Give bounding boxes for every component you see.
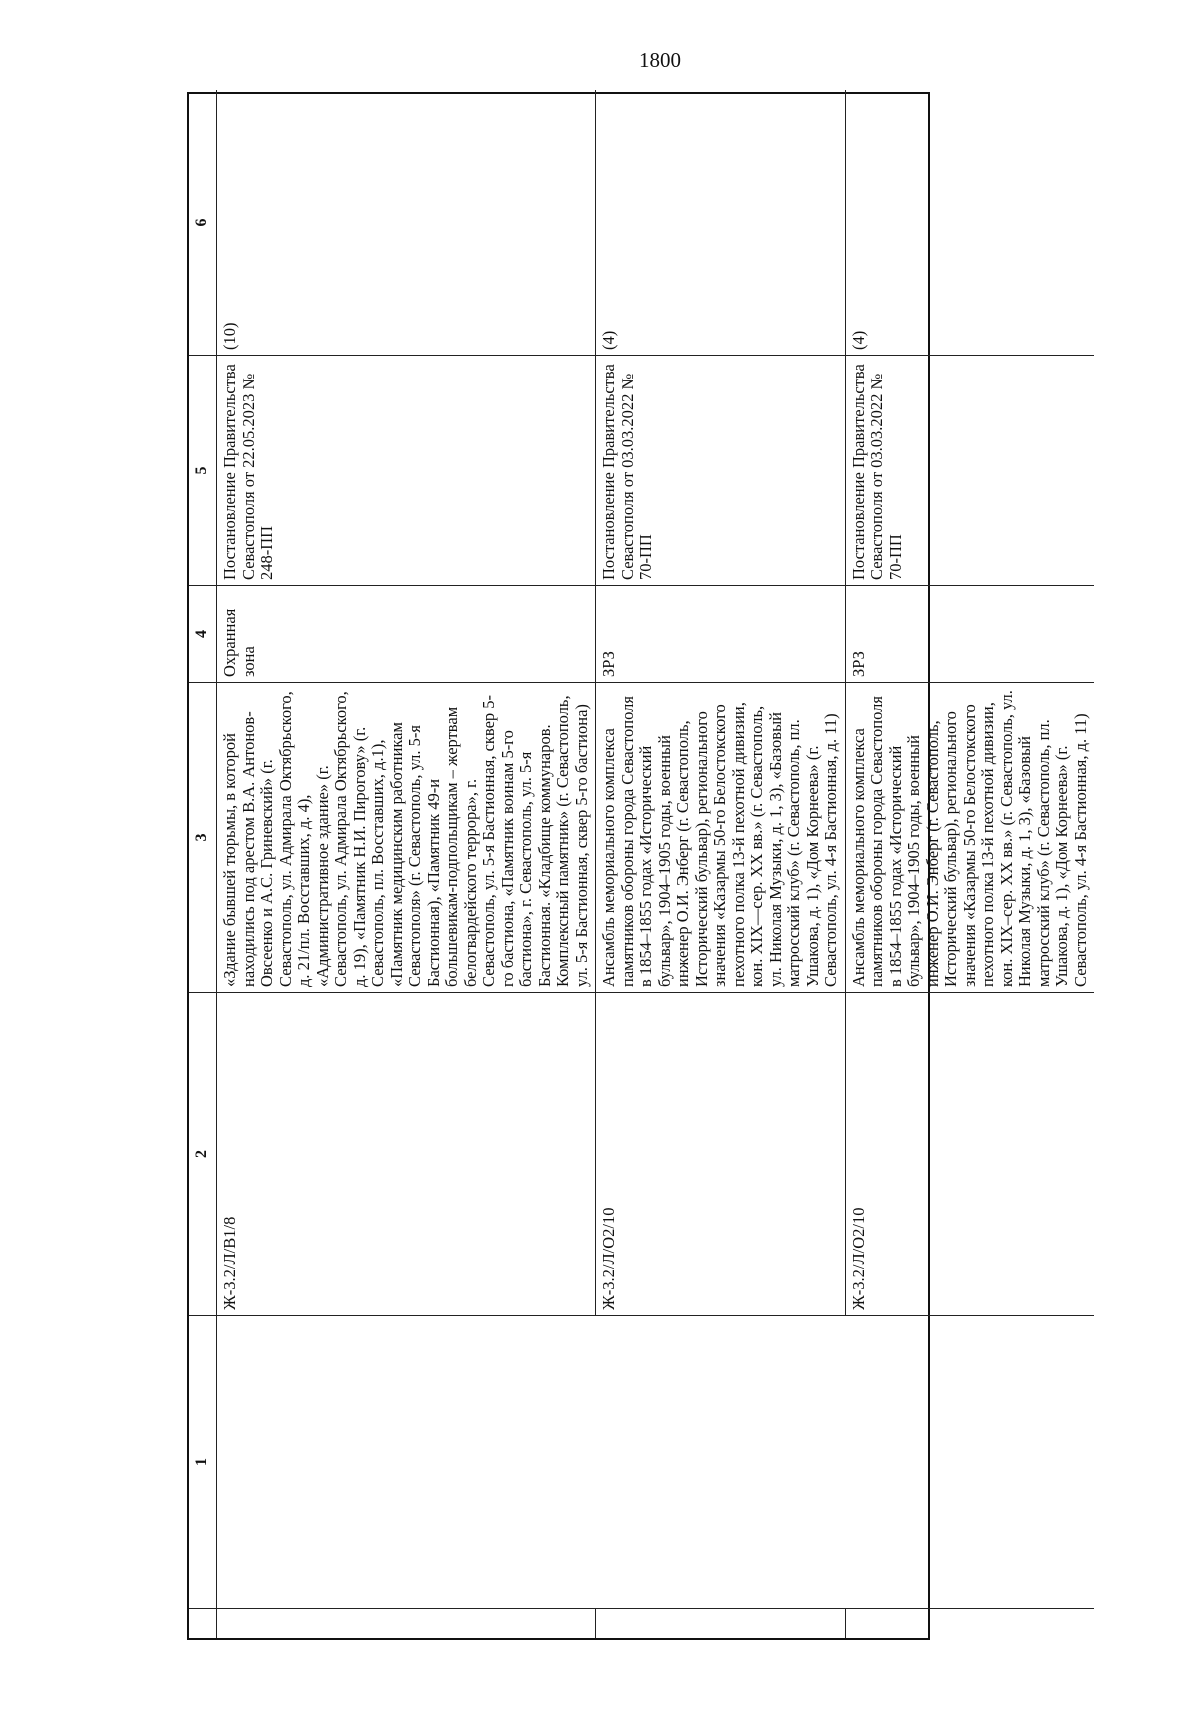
column-header-2: 2: [189, 992, 217, 1315]
object-description: Ансамбль мемориального комплекса памятников обороны города Севастополя в 1854–1855 годах «Исторический бульвар», 1904–1905 годы, военный инженер О.И. Энберг (г. Севастополь, Исторический бульвар), регионального значения «Казармы 50-го Белостокского пехотного полка 13-й пехотной дивизии, кон. XIX–сер. XX вв.» (г. Севастополь, ул. Николая Музыки, д. 1, 3), «Базовый матросский клуб» (г. Севастополь, пл. Ушакова, д. 1), «Дом Корнеева» (г. Севастополь, ул. 4-я Бастионная, д. 11): [846, 682, 1095, 992]
table-margin-cell: [846, 1608, 1095, 1638]
register-table: [187, 92, 1090, 1640]
object-code: Ж-3.2/Л/О2/10: [846, 992, 1095, 1315]
column-header-6: 6: [189, 90, 217, 355]
object-code: Ж-3.2/Л/О2/10: [596, 992, 846, 1315]
note: (10): [217, 90, 596, 355]
column-1-cell: [217, 1315, 1094, 1608]
table-margin-cell: [596, 1608, 846, 1638]
legal-document: Постановление Правительства Севастополя от 03.03.2022 № 70-ПП: [596, 355, 846, 585]
note: (4): [596, 90, 846, 355]
object-description: Ансамбль мемориального комплекса памятников обороны города Севастополя в 1854–1855 годах «Исторический бульвар», 1904–1905 годы, военный инженер О.И. Энберг (г. Севастополь, Исторический бульвар), регионального значения «Казармы 50-го Белостокского пехотного полка 13-й пехотной дивизии, кон. XIX—сер. XX вв.» (г. Севастополь, ул. Николая Музыки, д. 1, 3), «Базовый матросский клуб» (г. Севастополь, пл. Ушакова, д. 1), «Дом Корнеева» (г. Севастополь, ул. 4-я Бастионная, д. 11): [596, 682, 846, 992]
column-header-5: 5: [189, 355, 217, 585]
note: (4): [848, 330, 868, 350]
column-header-4: 4: [189, 585, 217, 682]
table-margin-cell: [217, 1608, 596, 1638]
legal-document: Постановление Правительства Севастополя от 03.03.2022 № 70-ПП: [846, 355, 1095, 585]
object-code: Ж-3.2/Л/В1/8: [217, 992, 596, 1315]
column-header-3: 3: [189, 682, 217, 992]
column-header-1: 1: [189, 1315, 217, 1608]
table-margin-cell: [189, 1608, 217, 1638]
zone-type: ЗРЗ: [846, 585, 1095, 682]
legal-document: Постановление Правительства Севастополя от 22.05.2023 № 248-ПП: [217, 355, 596, 585]
page-number: 1800: [639, 48, 681, 72]
zone-type: Охранная зона: [217, 585, 596, 682]
zone-type: ЗРЗ: [596, 585, 846, 682]
object-description: «Здание бывшей тюрьмы, в которой находились под арестом В.А. Антонов-Овсеенко и А.С. Гриневский» (г. Севастополь, ул. Адмирала Октябрьского, д. 21/пл. Восставших, д. 4), «Административное здание» (г. Севастополь, ул. Адмирала Октябрьского, д. 19), «Памятник Н.И. Пирогову» (г. Севастополь, пл. Восставших, д.1), «Памятник медицинским работникам Севастополя» (г. Севастополь, ул. 5-я Бастионная), «Памятник 49-и большевикам-подпольщикам – жертвам белогвардейского террора», г. Севастополь, ул. 5-я Бастионная, сквер 5-го бастиона, «Памятник воинам 5-го бастиона», г. Севастополь, ул. 5-я Бастионная. «Кладбище коммунаров. Комплексный памятник» (г. Севастополь, ул. 5-я Бастионная, сквер 5-го бастиона): [217, 682, 596, 992]
